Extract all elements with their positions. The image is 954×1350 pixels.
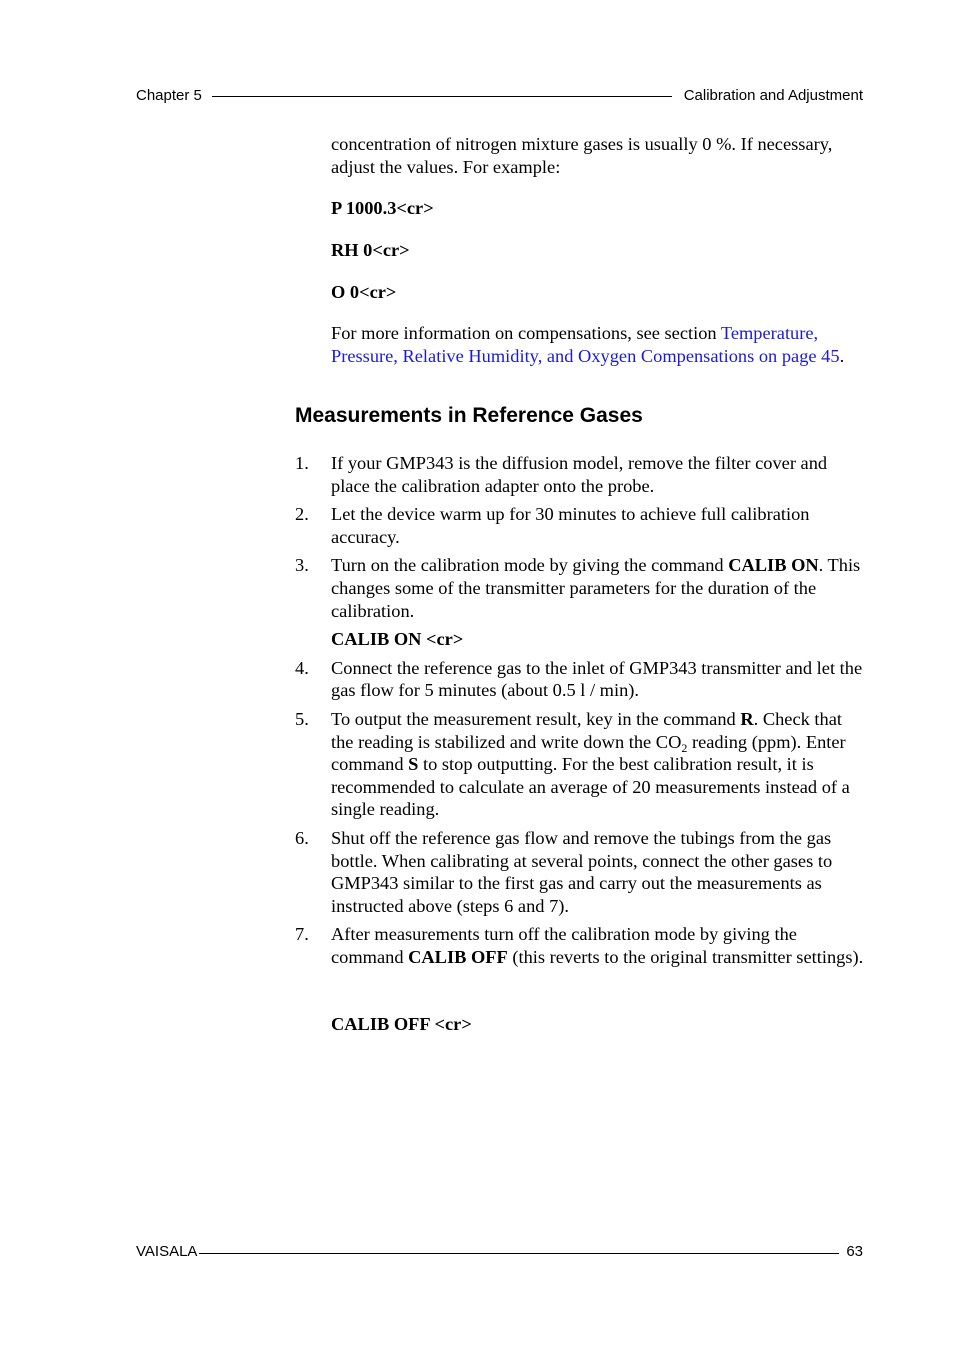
command-line: P 1000.3<cr> — [331, 198, 434, 218]
step-text-d: reading (ppm). Enter command — [331, 731, 846, 775]
step-text: If your GMP343 is the diffusion model, remove the filter cover and place the calibration adapter onto the probe. — [331, 453, 828, 496]
page-header — [136, 87, 863, 107]
command-r: R — [740, 708, 754, 729]
list-item — [295, 554, 866, 650]
company-name: VAISALA — [136, 1243, 198, 1260]
list-item — [295, 708, 866, 821]
more-info-paragraph — [331, 322, 866, 367]
step-text: Let the device warm up for 30 minutes to achieve full calibration accuracy. — [331, 504, 810, 547]
page-number: 63 — [846, 1243, 863, 1260]
calib-on-command: CALIB ON <cr> — [331, 629, 464, 650]
step-text: Connect the reference gas to the inlet of GMP343 transmitter and let the gas flow for 5 minutes (about 0.5 l / min). — [331, 657, 863, 701]
step-text-f: to stop outputting. For the best calibration result, it is recommended to calculate an average of 20 measurements instead of a single reading. — [331, 754, 850, 820]
page-footer — [136, 1243, 863, 1263]
step-number: 4. — [295, 657, 309, 678]
intro-paragraph: concentration of nitrogen mixture gases is usually 0 %. If necessary, adjust the values. For example: — [331, 134, 833, 177]
step-number: 7. — [295, 924, 309, 945]
chapter-label: Chapter 5 — [136, 87, 202, 104]
chapter-title: Calibration and Adjustment — [683, 87, 863, 104]
step-number: 2. — [295, 504, 309, 525]
command-line: RH 0<cr> — [331, 240, 410, 260]
calib-off-inline: CALIB OFF — [408, 946, 508, 967]
intro-paragraph-block — [331, 133, 866, 178]
step-text-lead: After measurements turn off the calibration mode by giving the command — [331, 924, 797, 967]
header-rule — [212, 96, 672, 97]
list-item — [295, 657, 866, 702]
command-line: O 0<cr> — [331, 282, 397, 302]
step-text-rest: (this reverts to the original transmitter settings). — [507, 946, 864, 967]
step-number: 1. — [295, 453, 309, 473]
compensations-link[interactable]: Temperature, Pressure, Relative Humidity, and Oxygen Compensations on page 45 — [331, 323, 840, 366]
list-item — [295, 827, 866, 917]
calib-on-inline: CALIB ON — [728, 555, 819, 576]
list-item — [295, 923, 866, 968]
section-heading: Measurements in Reference Gases — [295, 404, 643, 427]
step-text-a: To output the measurement result, key in the command — [331, 708, 741, 729]
list-item — [295, 452, 866, 497]
step-number: 6. — [295, 827, 309, 848]
footer-rule — [199, 1253, 839, 1254]
subscript-2: 2 — [681, 740, 688, 755]
more-info-text: For more information on compensations, see section — [331, 323, 721, 343]
step-number: 5. — [295, 708, 309, 729]
more-info-period: . — [839, 345, 845, 366]
step-text: Shut off the reference gas flow and remove the tubings from the gas bottle. When calibrating at several points, connect the other gases to GMP343 similar to the first gas and carry out the measurements as instructed above (steps 6 and 7). — [331, 827, 833, 916]
command-s: S — [408, 754, 419, 775]
step-text-c: . Check that the reading is stabilized and write down the CO — [331, 708, 842, 752]
list-item — [295, 503, 866, 548]
step-number: 3. — [295, 555, 309, 576]
step-text-rest: . This changes some of the transmitter parameters for the duration of the calibration. — [331, 555, 861, 621]
steps-list — [295, 452, 866, 974]
step-text-lead: Turn on the calibration mode by giving the command — [331, 555, 729, 576]
calib-off-command: CALIB OFF <cr> — [331, 1014, 472, 1034]
